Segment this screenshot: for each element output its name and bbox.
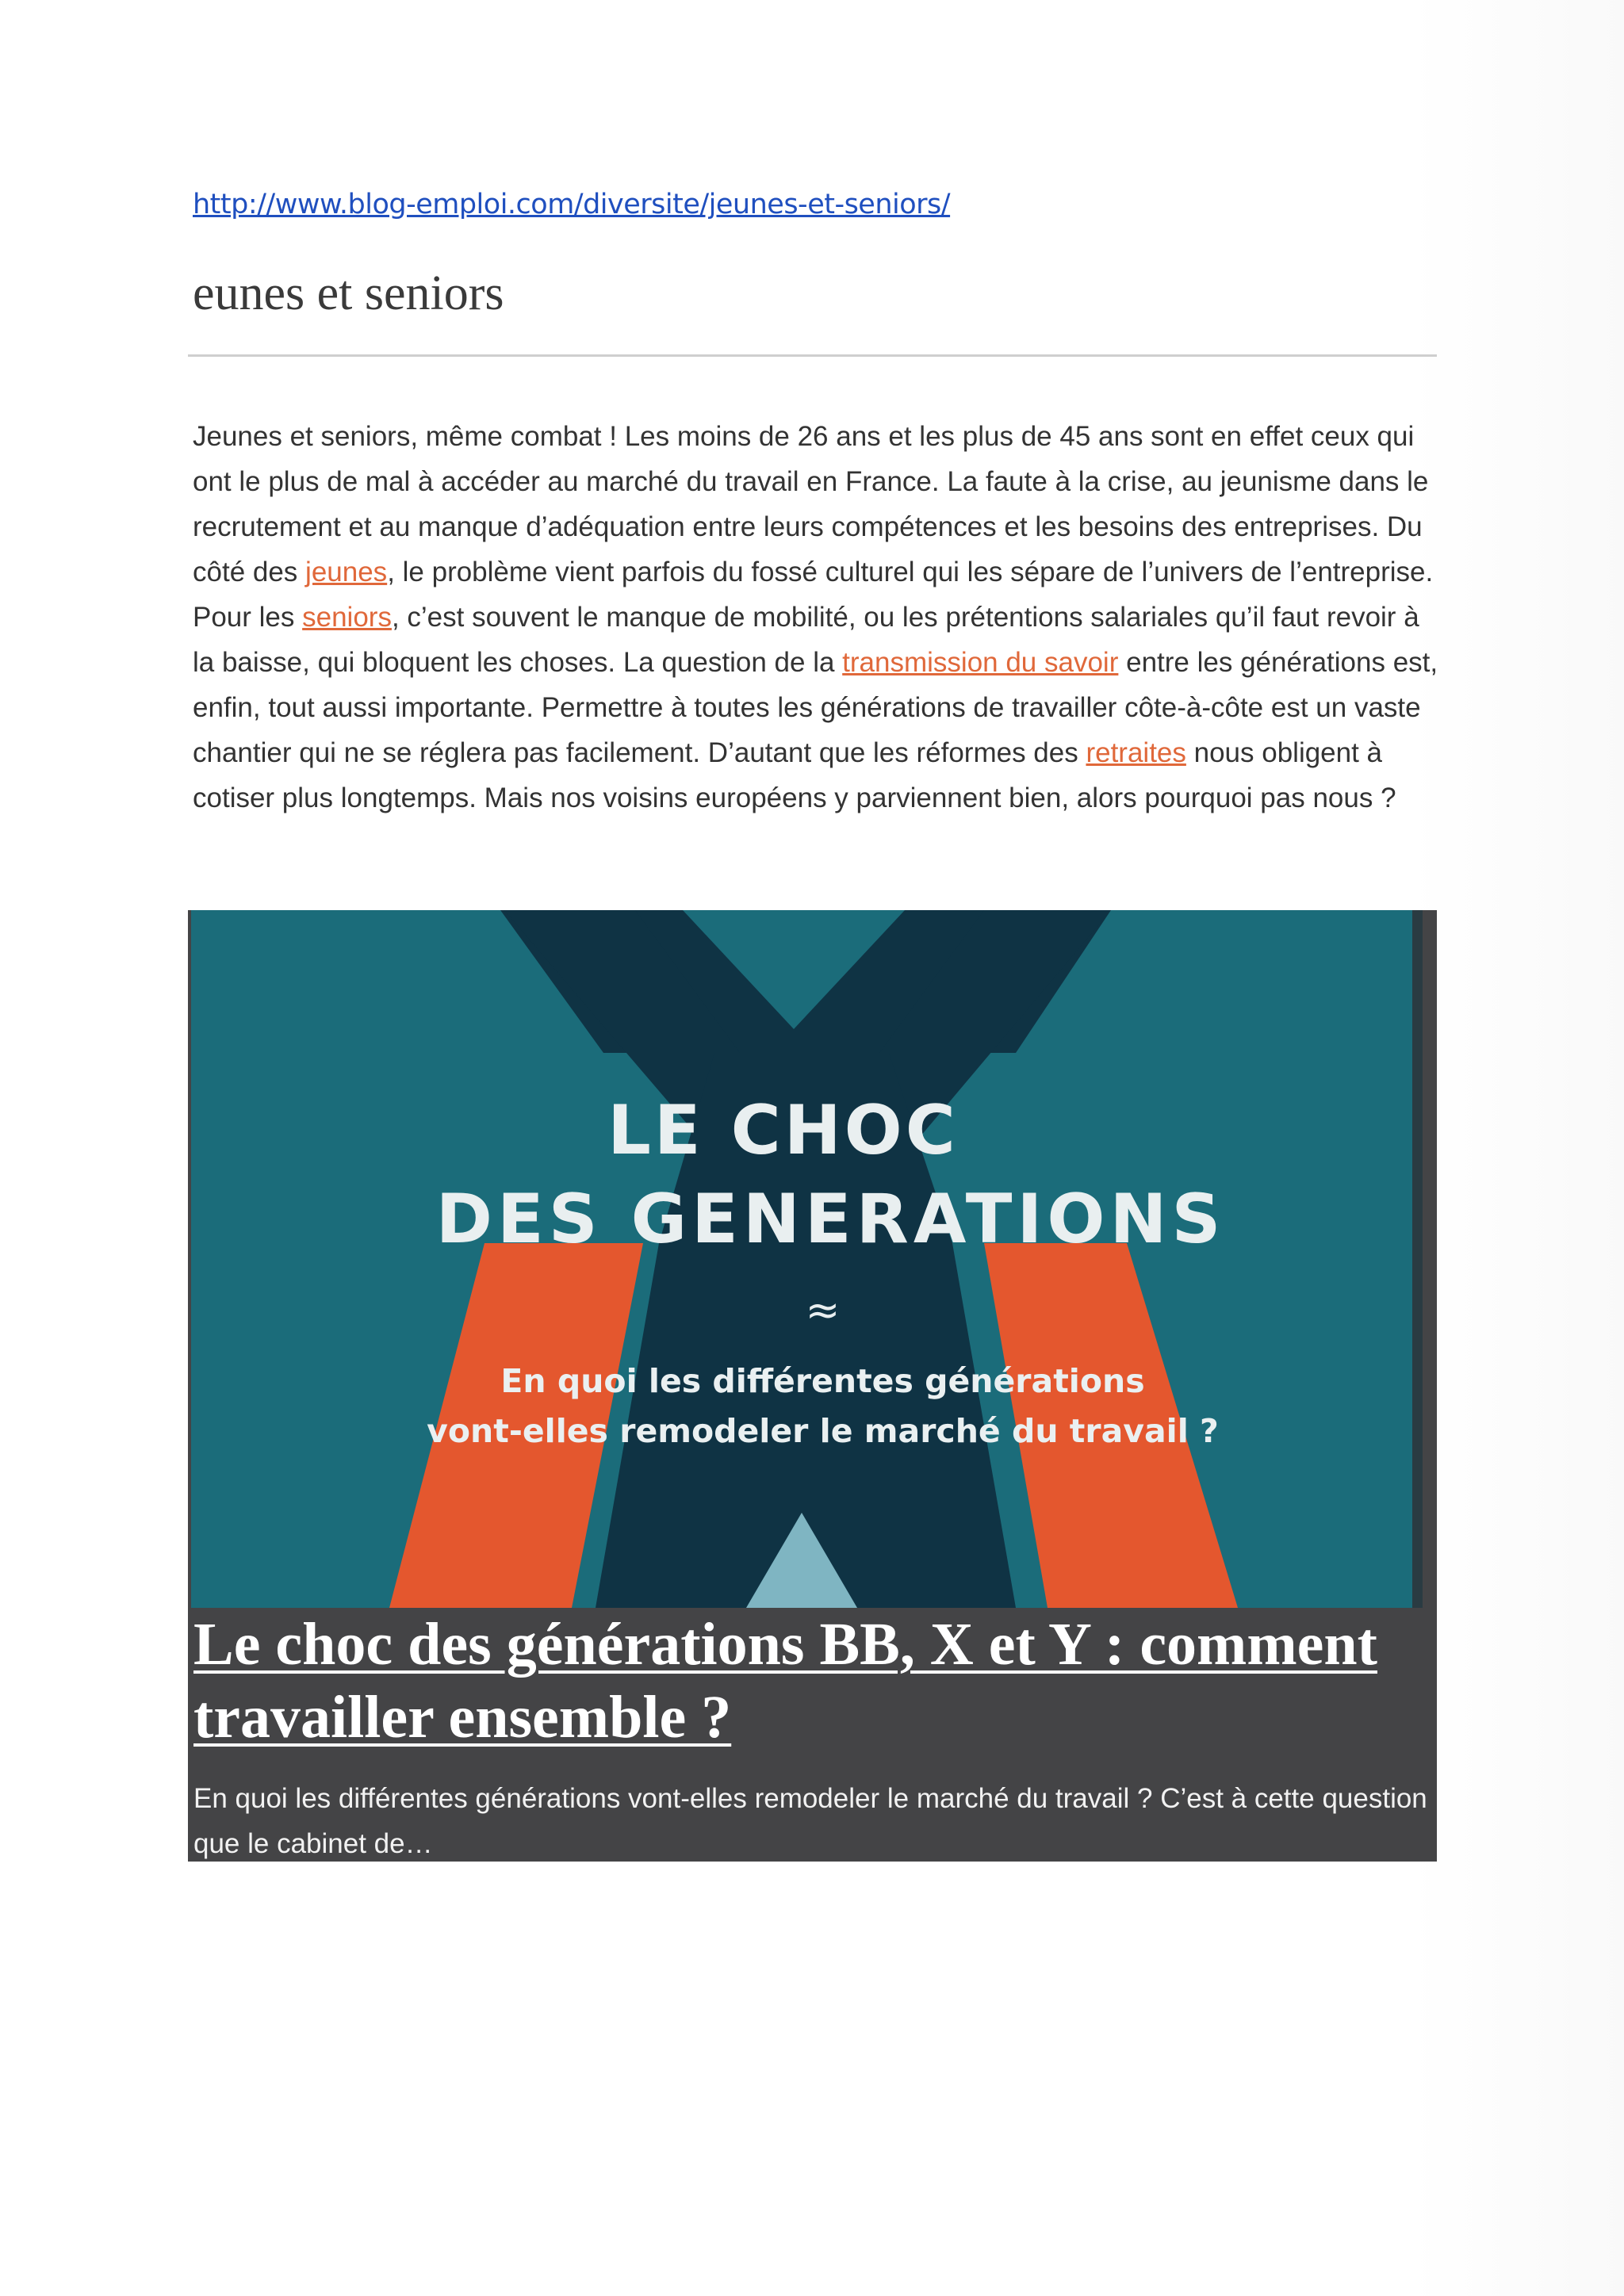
image-title-line-1: LE CHOC [607,1091,959,1170]
article-card-excerpt: En quoi les différentes générations vont-elles remodeler le marché du travail ? C’est à cette question que le cabinet de… [193,1783,1427,1859]
paragraph-text-1: Jeunes et seniors, même combat ! Les moins de 26 ans et les plus de 45 ans sont en effet ceux qui ont le plus de mal à accéder au marché du travail en France. La faute à la crise, au jeunisme dans le recrutement et au manque d’adéquation entre leurs compétences et les besoins des entreprises. Du côté des [193,421,1429,587]
title-divider [188,354,1437,357]
link-seniors[interactable]: seniors [302,602,392,633]
paragraph-text-3: , c’est souvent le manque de mobilité, ou les prétentions salariales qu’il faut revoir à la baisse, qui bloquent les choses. La question de la [193,602,1419,678]
image-subtitle-line-1: En quoi les différentes générations [500,1362,1145,1400]
image-title-line-2: DES GENERATIONS [435,1180,1226,1259]
paragraph-text-2: , le problème vient parfois du fossé culturel qui les sépare de l’univers de l’entreprise. Pour les [193,557,1434,633]
generations-illustration [191,910,1423,1608]
image-subtitle-line-2: vont-elles remodeler le marché du travail ? [427,1412,1219,1450]
page-title: eunes et seniors [193,266,504,320]
page-edge-shade [1411,0,1624,2296]
link-transmission-du-savoir[interactable]: transmission du savoir [842,647,1119,678]
paragraph-text-5: nous obligent à cotiser plus longtemps. Mais nos voisins européens y parviennent bien, alors pourquoi pas nous ? [193,737,1396,813]
article-card-title[interactable]: Le choc des générations BB, X et Y : comment travailler ensemble ? [193,1611,1377,1751]
source-url-link[interactable]: http://www.blog-emploi.com/diversite/jeunes-et-seniors/ [193,189,951,220]
article-card-image[interactable] [191,910,1423,1608]
article-paragraph [193,414,1446,821]
article-card[interactable] [188,910,1437,1862]
link-jeunes[interactable]: jeunes [305,557,388,587]
link-retraites[interactable]: retraites [1086,737,1186,768]
paragraph-text-4: entre les générations est, enfin, tout aussi importante. Permettre à toutes les générations de travailler côte-à-côte est un vaste chantier qui ne se réglera pas facilement. D’autant que les réformes des [193,647,1438,768]
image-approx-symbol: ≈ [805,1287,841,1334]
